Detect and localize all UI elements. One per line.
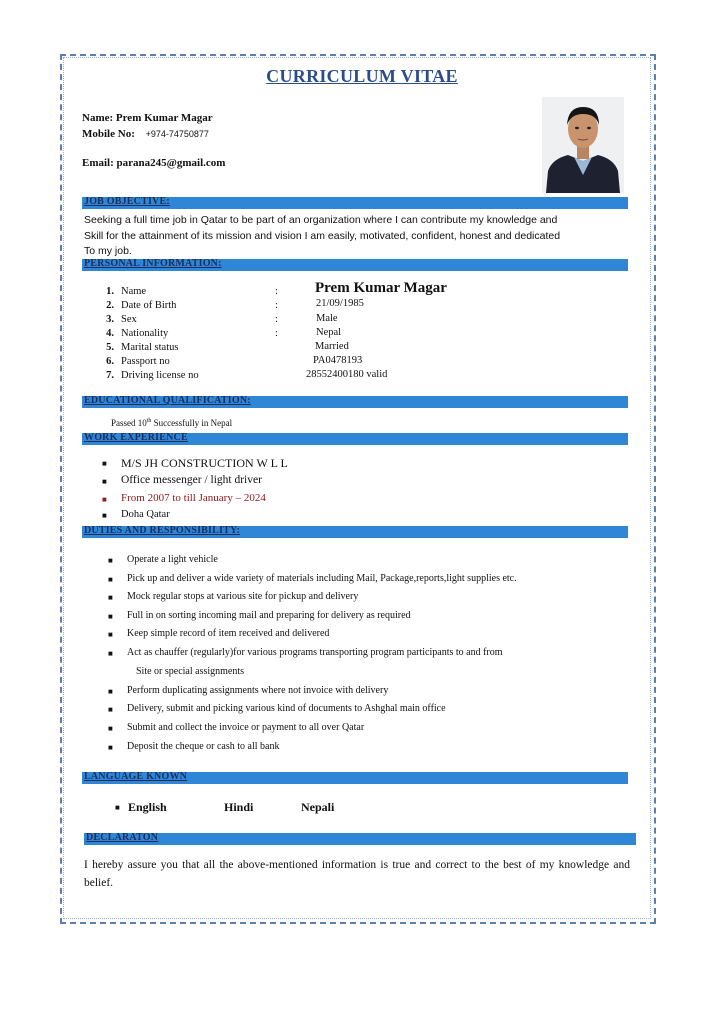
header-mobile: Mobile No: +974-74750877 <box>82 128 209 140</box>
profile-photo <box>542 97 624 193</box>
bullet-icon: ■ <box>108 556 113 565</box>
header-name: Name: Prem Kumar Magar <box>82 112 213 124</box>
objective-text: Seeking a full time job in Qatar to be part of an organization where I can contribute my knowledge and Skill for the attainment of its mission and vision I am easily, motivated, confident, honest and dedicated To my job. <box>84 214 561 257</box>
section-bar-objective: JOB OBJECTIVE: <box>82 197 628 209</box>
declaration-text: I hereby assure you that all the above-mentioned information is true and correct to the best of my knowledge and belief. <box>84 859 630 889</box>
section-bar-language: LANGUAGE KNOWN <box>82 772 628 784</box>
section-bar-personal: PERSONAL INFORMATION: <box>82 259 628 271</box>
bullet-icon: ■ <box>108 724 113 733</box>
bullet-icon: ■ <box>102 477 107 486</box>
bullet-icon: ■ <box>108 612 113 621</box>
section-bar-education: EDUCATIONAL QUALIFICATION: <box>82 396 628 408</box>
bullet-icon: ■ <box>108 649 113 658</box>
bullet-icon: ■ <box>108 743 113 752</box>
bullet-icon: ■ <box>108 630 113 639</box>
bullet-icon: ■ <box>108 687 113 696</box>
section-bar-duties: DUTIES AND RESPONSIBILITY: <box>82 526 628 538</box>
bullet-icon: ■ <box>102 495 107 504</box>
document-title: CURRICULUM VITAE <box>266 66 458 86</box>
bullet-icon: ■ <box>115 803 120 812</box>
section-bar-declaration: DECLARATON <box>84 833 636 845</box>
bullet-icon: ■ <box>108 593 113 602</box>
education-text: Passed 10th Successfully in Nepal <box>111 418 233 428</box>
bullet-icon: ■ <box>102 459 107 468</box>
bullet-icon: ■ <box>108 575 113 584</box>
bullet-icon: ■ <box>102 511 107 520</box>
bullet-icon: ■ <box>108 705 113 714</box>
section-bar-work: WORK EXPERIENCE <box>82 433 628 445</box>
header-email: Email: parana245@gmail.com <box>82 157 226 169</box>
